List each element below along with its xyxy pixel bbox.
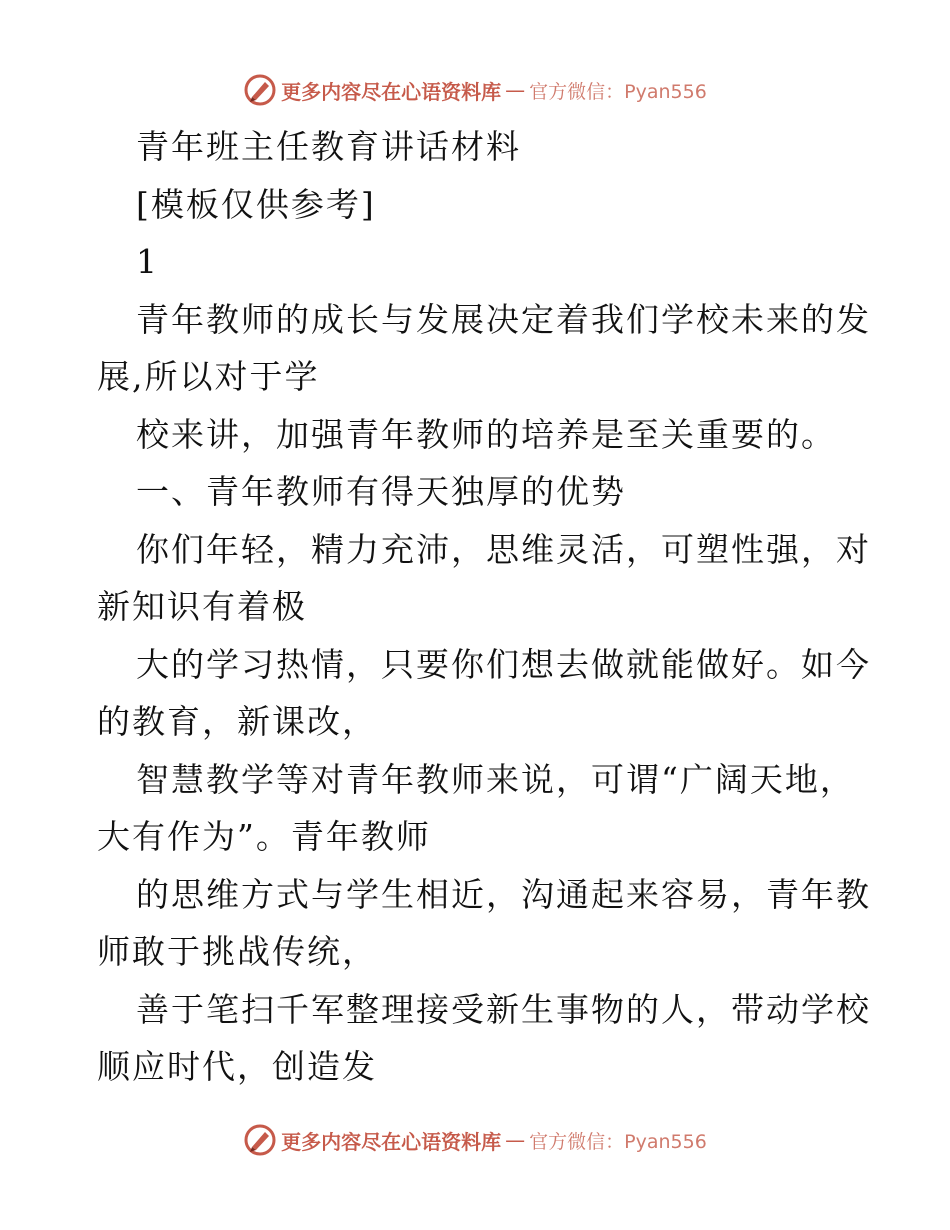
text-line: 智慧教学等对青年教师来说，可谓“广阔天地， — [136, 759, 855, 799]
banner-dash: — — [505, 78, 526, 102]
document-body — [97, 118, 871, 1096]
banner-dash: — — [505, 1128, 526, 1152]
text-line: 青年教师的成长与发展决定着我们学校未来的发 — [136, 299, 871, 339]
section-number: 1 — [136, 242, 159, 281]
text-line: 顺应时代，创造发 — [97, 1047, 377, 1086]
text-line: 师敢于挑战传统， — [97, 932, 377, 971]
section-heading: 一、青年教师有得天独厚的优势 — [136, 472, 626, 511]
pen-logo-icon — [243, 1123, 277, 1157]
text-line: 校来讲，加强青年教师的培养是至关重要的。 — [136, 414, 836, 454]
header-banner — [0, 68, 950, 112]
banner-slogan: 更多内容尽在心语资料库 — [281, 1129, 502, 1154]
pen-logo-icon — [243, 73, 277, 107]
banner-wechat: 官方微信：Pyan556 — [529, 1130, 707, 1153]
text-line: 展,所以对于学 — [97, 357, 320, 396]
document-title: 青年班主任教育讲话材料 — [136, 127, 521, 166]
text-line: 善于笔扫千军整理接受新生事物的人，带动学校 — [136, 989, 871, 1029]
text-line: 的教育，新课改， — [97, 702, 377, 741]
text-line: 的思维方式与学生相近，沟通起来容易，青年教 — [136, 874, 871, 914]
text-line: 新知识有着极 — [97, 587, 307, 626]
banner-slogan: 更多内容尽在心语资料库 — [281, 79, 502, 104]
text-line: 大有作为”。青年教师 — [97, 817, 431, 856]
text-line: 大的学习热情，只要你们想去做就能做好。如今 — [136, 644, 871, 684]
footer-banner — [0, 1118, 950, 1162]
text-line: 你们年轻，精力充沛，思维灵活，可塑性强，对 — [136, 529, 871, 569]
template-note: [模板仅供参考] — [136, 184, 376, 224]
banner-wechat: 官方微信：Pyan556 — [529, 80, 707, 103]
